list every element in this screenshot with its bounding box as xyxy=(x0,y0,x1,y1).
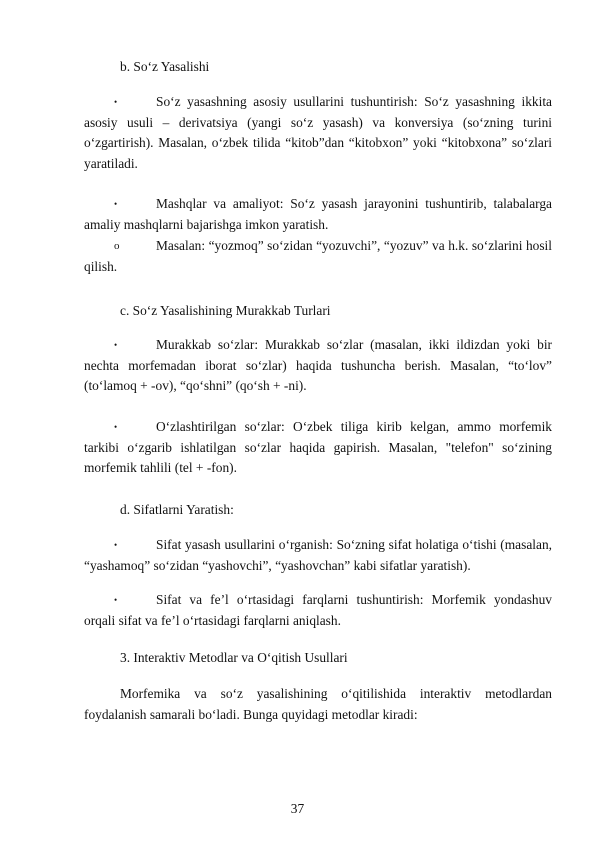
section-d-item-2: Sifat va fe’l o‘rtasidagi farqlarni tushuntirish: Morfemik yondashuv orqali sifat va fe’l o‘rtasidagi farqlarni aniqlash. xyxy=(84,592,552,628)
bullet-marker: • xyxy=(114,540,118,550)
section-c-item-1: Murakkab so‘zlar: Murakkab so‘zlar (masalan, ikki ildizdan yoki bir nechta morfemadan iborat so‘zlar) haqida tushuncha berish. Masalan, “to‘lov” (to‘lamoq + -ov), “qo‘shni” (qo‘sh + -ni). xyxy=(84,337,552,393)
section-b-heading: b. So‘z Yasalishi xyxy=(120,59,210,74)
section-d-item-1: Sifat yasash usullarini o‘rganish: So‘zning sifat holatiga o‘tishi (masalan, “yashamoq” so‘zidan “yashovchi”, “yashovchan” kabi sifatlar yaratish). xyxy=(84,537,552,573)
bullet-marker: • xyxy=(114,97,118,107)
bullet-marker: • xyxy=(114,595,118,605)
section-3-paragraph: Morfemika va so‘z yasalishining o‘qitilishida interaktiv metodlardan foydalanish samarali bo‘ladi. Bunga quyidagi metodlar kiradi: xyxy=(84,686,552,722)
page-number: 37 xyxy=(290,801,305,816)
circle-marker: o xyxy=(114,240,120,252)
section-d-heading: d. Sifatlarni Yaratish: xyxy=(120,502,234,517)
section-c-heading: c. So‘z Yasalishining Murakkab Turlari xyxy=(120,303,331,318)
bullet-marker: • xyxy=(114,340,118,350)
section-b-item-2: Mashqlar va amaliyot: So‘z yasash jarayonini tushuntirib, talabalarga amaliy mashqlarni bajarishga imkon yaratish. xyxy=(84,196,552,232)
section-3-heading: 3. Interaktiv Metodlar va O‘qitish Usullari xyxy=(120,650,348,665)
section-b-item-1: So‘z yasashning asosiy usullarini tushuntirish: So‘z yasashning ikkita asosiy usuli – derivatsiya (yangi so‘z yasash) va konversiya (so‘zning turini o‘zgartirish). Masalan, o‘zbek tilida “kitob”dan “kitobxon” yoki “kitobxona” so‘zlari yaratiladi. xyxy=(84,94,552,171)
bullet-marker: • xyxy=(114,199,118,209)
section-c-item-2: O‘zlashtirilgan so‘zlar: O‘zbek tiliga kirib kelgan, ammo morfemik tarkibi o‘zgarib ishlatilgan so‘zlar haqida gapirish. Masalan, "telefon" so‘zining morfemik tahlili (tel + -fon). xyxy=(84,419,552,475)
bullet-marker: • xyxy=(114,422,118,432)
section-b-item-3: Masalan: “yozmoq” so‘zidan “yozuvchi”, “yozuv” va h.k. so‘zlarini hosil qilish. xyxy=(84,238,552,274)
